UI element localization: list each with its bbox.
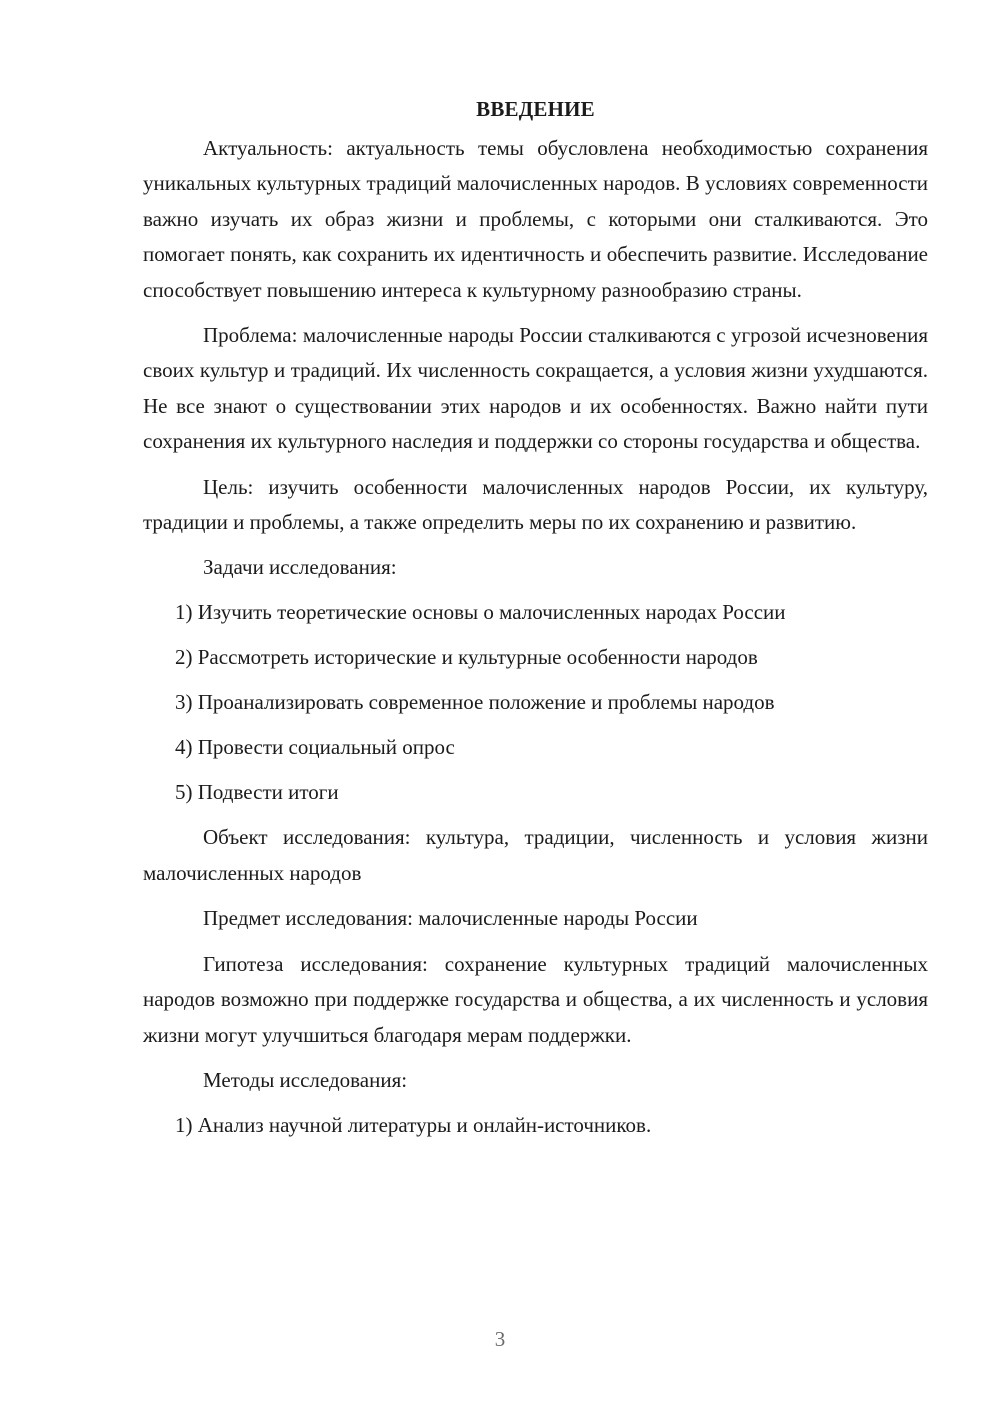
tasks-list bbox=[143, 595, 928, 810]
page-title: ВВЕДЕНИЕ bbox=[476, 97, 595, 121]
task-item: 1) Изучить теоретические основы о малочисленных народах России bbox=[175, 600, 786, 625]
task-item: 3) Проанализировать современное положение и проблемы народов bbox=[175, 690, 775, 715]
methods-list bbox=[143, 1108, 928, 1143]
task-item: 5) Подвести итоги bbox=[175, 780, 339, 805]
hypothesis-paragraph: Гипотеза исследования: сохранение культурных традиций малочисленных народов возможно при поддержке государства и общества, а их численность и условия жизни могут улучшиться благодаря мерам поддержки. bbox=[143, 951, 928, 1047]
goal-paragraph: Цель: изучить особенности малочисленных народов России, их культуру, традиции и проблемы, а также определить меры по их сохранению и развитию. bbox=[143, 474, 928, 535]
subject-paragraph: Предмет исследования: малочисленные народы России bbox=[203, 906, 698, 931]
method-item: 1) Анализ научной литературы и онлайн-источников. bbox=[175, 1112, 652, 1137]
page-number: 3 bbox=[494, 1327, 506, 1351]
relevance-paragraph: Актуальность: актуальность темы обусловлена необходимостью сохранения уникальных культурных традиций малочисленных народов. В условиях современности важно изучать их образ жизни и проблемы, с которыми они сталкиваются. Это помогает понять, как сохранить их идентичность и обеспечить развитие. Исследование способствует повышению интереса к культурному разнообразию страны. bbox=[143, 136, 928, 302]
problem-paragraph: Проблема: малочисленные народы России сталкиваются с угрозой исчезновения своих культур и традиций. Их численность сокращается, а условия жизни ухудшаются. Не все знают о существовании этих народов и их особенностях. Важно найти пути сохранения их культурного наследия и поддержки со стороны государства и общества. bbox=[143, 323, 928, 454]
tasks-heading: Задачи исследования: bbox=[203, 555, 397, 580]
document-page bbox=[143, 92, 928, 1153]
task-item: 2) Рассмотреть исторические и культурные особенности народов bbox=[175, 645, 758, 670]
object-paragraph: Объект исследования: культура, традиции, численность и условия жизни малочисленных народов bbox=[143, 825, 928, 885]
task-item: 4) Провести социальный опрос bbox=[175, 735, 455, 760]
methods-heading: Методы исследования: bbox=[203, 1067, 408, 1092]
